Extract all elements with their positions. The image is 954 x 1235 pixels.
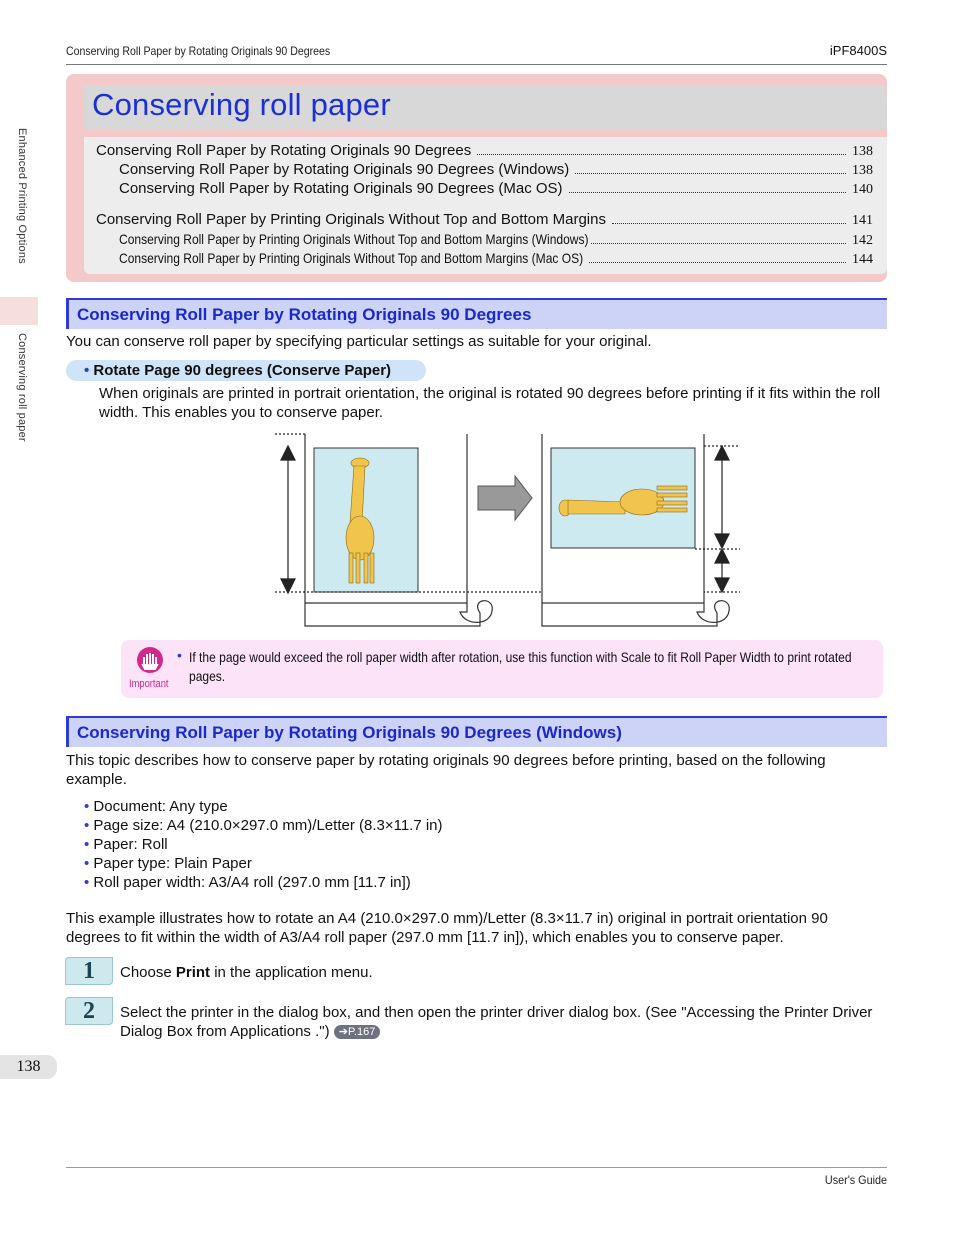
page-number: 138 [0, 1055, 57, 1079]
important-label: Important [129, 678, 169, 690]
feature-title [84, 362, 391, 379]
toc-entry-title: Conserving Roll Paper by Rotating Originals 90 Degrees [96, 142, 472, 159]
toc-entry-title: Conserving Roll Paper by Printing Originals Without Top and Bottom Margins (Windows) [119, 231, 589, 247]
toc-entry[interactable] [96, 211, 873, 229]
toc-entry[interactable] [119, 250, 873, 268]
bullet-icon: • [84, 836, 94, 853]
side-tab-marker [0, 297, 38, 325]
bullet-icon: • [84, 817, 94, 834]
step-text: Choose Print in the application menu. [120, 964, 373, 981]
important-hand-icon [135, 645, 165, 675]
running-header-model: iPF8400S [829, 43, 887, 58]
example-paragraph: This example illustrates how to rotate an A4 (210.0×297.0 mm)/Letter (8.3×11.7 in) original in portrait orientation 90 degrees to fit within the width of A3/A4 roll paper (297.0 mm [11.7 in]), which enables you to conserve paper. [66, 910, 828, 946]
toc-entry[interactable] [119, 231, 873, 249]
step-number: 1 [65, 957, 113, 985]
list-item: • Paper type: Plain Paper [84, 855, 252, 872]
section-intro: This topic describes how to conserve paper by rotating originals 90 degrees before printing, based on the following example. [66, 752, 826, 788]
page-reference-link[interactable]: ➔P.167 [334, 1025, 381, 1039]
bullet-icon: • [84, 362, 94, 379]
toc-entry[interactable] [119, 161, 873, 179]
toc-leader [575, 173, 846, 174]
toc-leader [591, 243, 846, 244]
bullet-icon: • [84, 798, 94, 815]
toc-entry-title: Conserving Roll Paper by Rotating Originals 90 Degrees (Mac OS) [119, 180, 563, 197]
running-header-title: Conserving Roll Paper by Rotating Originals 90 Degrees [66, 44, 331, 58]
section-heading-text: Conserving Roll Paper by Rotating Originals 90 Degrees (Windows) [77, 723, 622, 742]
toc-panel [84, 137, 887, 274]
toc-entry[interactable] [96, 142, 873, 160]
roll-paper-before-icon [305, 434, 492, 626]
section-heading-text: Conserving Roll Paper by Rotating Originals 90 Degrees [77, 305, 532, 324]
toc-leader [589, 262, 846, 263]
toc-entry[interactable] [119, 180, 873, 198]
toc-entry-page: 141 [852, 213, 873, 228]
toc-entry-page: 138 [852, 163, 873, 178]
feature-title-text: Rotate Page 90 degrees (Conserve Paper) [93, 362, 392, 379]
list-item: • Roll paper width: A3/A4 roll (297.0 mm [11.7 in]) [84, 874, 411, 891]
feature-description: When originals are printed in portrait orientation, the original is rotated 90 degrees before printing if it fits within the roll width. This enables you to conserve paper. [99, 385, 881, 421]
bullet-icon: • [84, 874, 94, 891]
toc-entry-page: 144 [852, 252, 873, 267]
rotation-illustration [270, 428, 750, 633]
step-number: 2 [65, 997, 113, 1025]
header-rule [66, 64, 887, 65]
side-label-section: Conserving roll paper [16, 333, 28, 442]
footer-guide-name: User's Guide [824, 1173, 887, 1187]
toc-leader [477, 154, 846, 155]
list-item: • Paper: Roll [84, 836, 168, 853]
toc-entry-title: Conserving Roll Paper by Rotating Originals 90 Degrees (Windows) [119, 161, 570, 178]
toc-entry-page: 140 [852, 182, 873, 197]
important-text: If the page would exceed the roll paper width after rotation, use this function with Scale to fit Roll Paper Width to print rotated pages. [189, 649, 852, 684]
roll-paper-after-icon [542, 434, 729, 626]
toc-entry-title: Conserving Roll Paper by Printing Originals Without Top and Bottom Margins (Mac OS) [119, 250, 584, 266]
footer-rule [66, 1167, 887, 1168]
step-text: Select the printer in the dialog box, and then open the printer driver dialog box. (See "Accessing the Printer Driver Dialog Box from Applications .") ➔P.167 [120, 1004, 873, 1040]
section-heading [66, 298, 887, 329]
toc-leader [612, 223, 846, 224]
page-title: Conserving roll paper [92, 87, 391, 122]
rotation-arrow-icon [478, 476, 532, 520]
list-item: • Document: Any type [84, 798, 228, 815]
bullet-icon: • [177, 647, 182, 663]
toc-entry-title: Conserving Roll Paper by Printing Originals Without Top and Bottom Margins [96, 211, 606, 228]
bullet-list [84, 797, 443, 892]
toc-entry-page: 138 [852, 144, 873, 159]
toc-entry-page: 142 [852, 233, 873, 248]
section-intro: You can conserve roll paper by specifying particular settings as suitable for your original. [66, 333, 652, 350]
bullet-icon: • [84, 855, 94, 872]
toc-leader [569, 192, 846, 193]
side-label-chapter: Enhanced Printing Options [16, 128, 28, 264]
section-heading [66, 716, 887, 747]
list-item: • Page size: A4 (210.0×297.0 mm)/Letter (8.3×11.7 in) [84, 817, 443, 834]
